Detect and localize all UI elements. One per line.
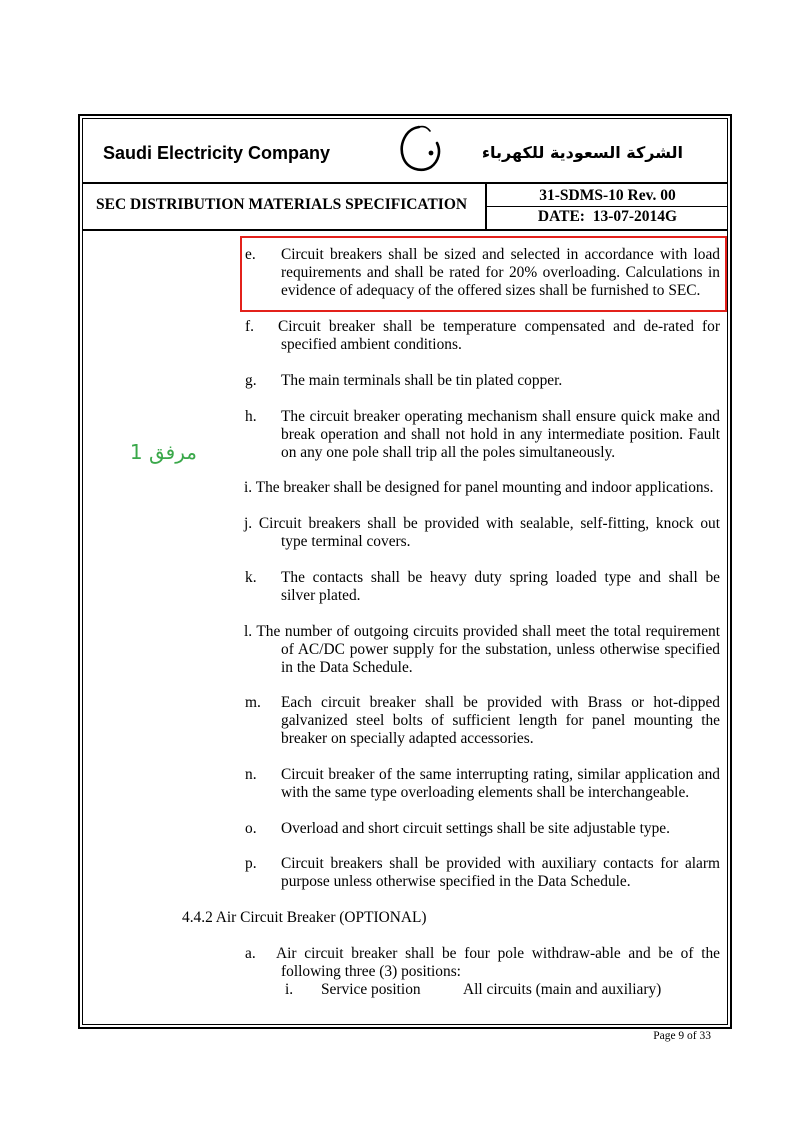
item-text-line: with the same type overloading elements shall be interchangeable. [281, 784, 690, 801]
item-text-line [244, 623, 720, 641]
company-name-english: Saudi Electricity Company [103, 143, 331, 163]
item-text-line: evidence of adequacy of the offered sizes shall be furnished to SEC. [281, 282, 701, 299]
spec-title: SEC DISTRIBUTION MATERIALS SPECIFICATION [96, 196, 468, 213]
item-label: g. [245, 372, 257, 389]
item-text-line: Circuit breaker of the same interrupting rating, similar application and [281, 766, 720, 783]
item-text-line: of AC/DC power supply for the substation, unless otherwise specified [281, 641, 720, 658]
item-label: i. [244, 479, 253, 496]
item-text-line: break operation and shall not hold in any intermediate position. Fault [281, 426, 720, 443]
list-item-o [244, 820, 720, 838]
item-label: n. [245, 766, 257, 783]
subitem-a [244, 945, 720, 999]
item-label: p. [245, 855, 257, 872]
item-text-line: Each circuit breaker shall be provided with Brass or hot-dipped [281, 694, 720, 711]
item-text-line: Overload and short circuit settings shall be site adjustable type. [281, 820, 670, 837]
list-item-k [244, 569, 720, 605]
section-title: Air Circuit Breaker (OPTIONAL) [215, 909, 427, 926]
list-item-i [244, 479, 720, 497]
section-number: 4.4.2 [182, 909, 213, 926]
item-label: m. [245, 694, 261, 711]
item-text-line: Circuit breakers shall be sized and selected in accordance with load [281, 246, 720, 263]
item-text-line: Air circuit breaker shall be four pole withdraw-able and be of the [276, 945, 720, 962]
list-item-f [244, 318, 720, 354]
list-item-h [244, 408, 720, 462]
section-heading [182, 909, 427, 927]
item-text-line: Circuit breaker shall be temperature compensated and de-rated for [278, 318, 720, 335]
list-item-l [244, 623, 720, 677]
document-date: DATE: 13-07-2014G [537, 208, 678, 225]
list-item-j [244, 515, 720, 551]
sec-logo-icon [397, 123, 445, 175]
list-item-g [244, 372, 720, 390]
item-text-line: The circuit breaker operating mechanism shall ensure quick make and [281, 408, 720, 425]
item-text-line: The main terminals shall be tin plated copper. [281, 372, 563, 389]
document-number: 31-SDMS-10 Rev. 00 [539, 187, 676, 204]
position-label: i. [285, 981, 294, 998]
list-item-p [244, 855, 720, 891]
item-label: l. [244, 623, 253, 640]
item-text-line: following three (3) positions: [281, 963, 461, 980]
attachment-annotation: مرفق 1 [129, 440, 197, 464]
item-text-line: on any one pole shall trip all the poles simultaneously. [281, 444, 616, 461]
item-text-line: specified ambient conditions. [281, 336, 462, 353]
position-name: Service position [321, 981, 421, 998]
item-label: e. [245, 246, 256, 263]
item-label: f. [245, 318, 254, 335]
item-label: h. [245, 408, 257, 425]
item-text-line: breaker on specially adapted accessories. [281, 730, 534, 747]
item-text-line: Circuit breakers shall be provided with auxiliary contacts for alarm [281, 855, 720, 872]
item-text-line: galvanized steel bolts of sufficient length for panel mounting the [281, 712, 720, 729]
item-text-line: purpose unless otherwise specified in the Data Schedule. [281, 873, 631, 890]
header-divider [83, 182, 727, 184]
company-name-arabic: الشركة السعودية للكهرباء [481, 143, 683, 162]
item-label: k. [245, 569, 257, 586]
item-label: o. [245, 820, 257, 837]
item-text-line [244, 515, 720, 533]
header-bottom-divider [83, 229, 727, 231]
item-text-line: requirements and shall be rated for 20% overloading. Calculations in [281, 264, 720, 281]
item-text-line: type terminal covers. [281, 533, 411, 550]
page-number: Page 9 of 33 [653, 1030, 711, 1042]
list-item-e [244, 246, 720, 300]
item-text: Circuit breakers shall be provided with sealable, self-fitting, knock out [258, 515, 720, 532]
item-text-line [244, 479, 720, 497]
item-text-line: silver plated. [281, 587, 361, 604]
item-text: The number of outgoing circuits provided shall meet the total requirement [256, 623, 720, 640]
item-label: j. [244, 515, 253, 532]
item-label: a. [245, 945, 256, 962]
item-text-line: The contacts shall be heavy duty spring loaded type and shall be [281, 569, 720, 586]
list-item-n [244, 766, 720, 802]
item-text-line: in the Data Schedule. [281, 659, 413, 676]
list-item-m [244, 694, 720, 748]
position-description: All circuits (main and auxiliary) [463, 981, 662, 998]
item-text: The breaker shall be designed for panel mounting and indoor applications. [255, 479, 714, 496]
position-row [244, 981, 720, 999]
